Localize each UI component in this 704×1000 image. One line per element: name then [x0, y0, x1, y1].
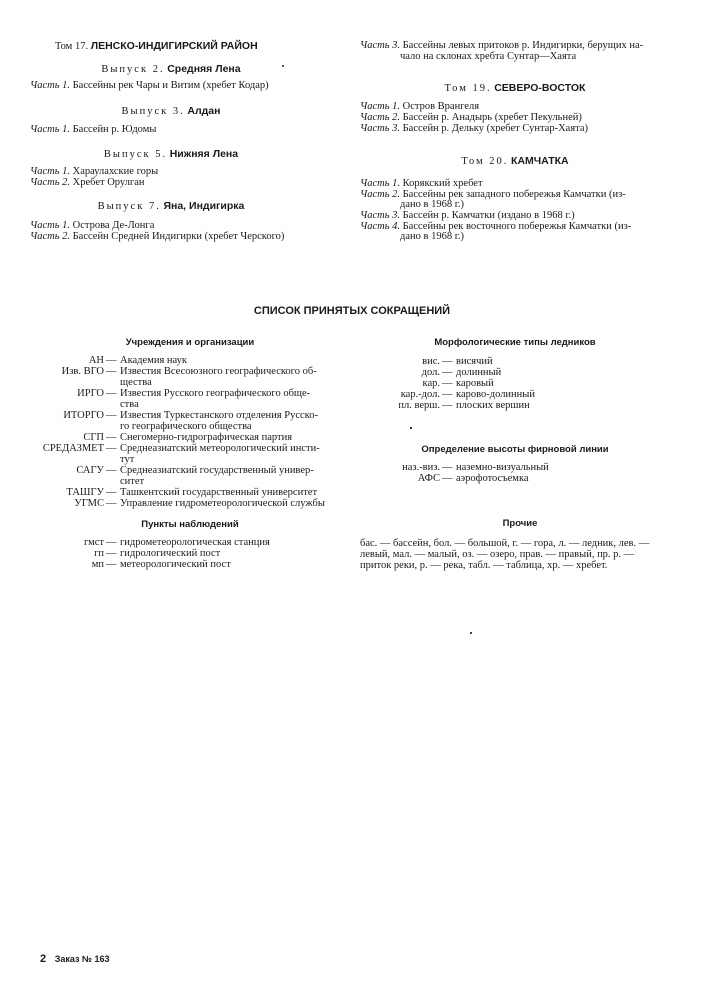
abbr-key: САГУ [76, 465, 104, 476]
abbr-value: Известия Русского географического обще- [120, 388, 311, 399]
abbr-value: плоских вершин [456, 400, 530, 411]
abbr-key: кар. [422, 378, 440, 389]
abbr-value: метеорологический пост [120, 559, 231, 570]
abbr-dash: — [106, 410, 117, 421]
abbr-value: Среднеазиатский метеорологический инсти- [120, 443, 320, 454]
abbr-value: Управление гидрометеорологической службы [120, 498, 325, 509]
vol17-prefix: Том 17. [55, 41, 89, 52]
list-item: Часть 4. Бассейны рек восточного побережья Камчатки (из- [360, 221, 632, 232]
abbr-dash: — [106, 487, 117, 498]
abbr-value: Известия Всесоюзного географического об- [120, 366, 317, 377]
morph-heading: Морфологические типы ледников [434, 337, 596, 348]
abbr-value: Среднеазиатский государственный универ- [120, 465, 314, 476]
issue-7-heading: Выпуск 7. Яна, Индигирка [97, 200, 245, 212]
list-item: Часть 1. Хараулахские горы [30, 166, 159, 177]
abbr-key: СРЕДАЗМЕТ [42, 443, 104, 454]
abbr-key: Изв. ВГО [61, 366, 104, 377]
other-line-1: бас. — бассейн, бол. — большой, г. — гора, л. — ледник, лев. — [360, 538, 650, 549]
abbr-value: наземно-визуальный [456, 462, 549, 473]
list-item: Часть 2. Бассейн Средней Индигирки (хребет Черского) [30, 231, 285, 242]
list-item: Часть 1. Острова Де-Лонга [30, 220, 155, 231]
abbr-value: карово-долинный [456, 389, 535, 400]
other-line-3: приток реки, р. — река, табл. — таблица, хр. — хребет. [360, 560, 608, 571]
abbr-dash: — [442, 389, 453, 400]
abbr-dash: — [106, 388, 117, 399]
list-item: Часть 2. Бассейн р. Анадырь (хребет Пекульней) [360, 112, 582, 123]
issue-3-heading: Выпуск 3. Алдан [121, 105, 221, 117]
list-item: Часть 3. Бассейн р. Дельку (хребет Сунтар-Хаята) [360, 123, 589, 134]
abbr-key: вис. [422, 356, 440, 367]
abbr-value: Известия Туркестанского отделения Русско- [120, 410, 318, 421]
vol17-title: ЛЕНСКО-ИНДИГИРСКИЙ РАЙОН [90, 40, 258, 52]
abbr-dash: — [106, 366, 117, 377]
abbr-key: гмст [83, 537, 104, 548]
abbr-dash: — [442, 367, 453, 378]
abbr-value-continuation: го географического общества [120, 421, 252, 432]
list-item: Часть 1. Бассейн р. Юдомы [30, 124, 157, 135]
institutions-heading: Учреждения и организации [125, 337, 255, 348]
abbr-value: каровый [456, 378, 494, 389]
abbr-key: пл. верш. [398, 400, 440, 411]
list-item-continuation: чало на склонах хребта Сунтар—Хаята [400, 51, 577, 62]
abbr-value-continuation: щества [120, 377, 152, 388]
list-item: Часть 3. Бассейны левых притоков р. Индигирки, берущих на- [360, 40, 644, 51]
page-number: 2 [40, 953, 47, 965]
print-speck [470, 632, 472, 634]
abbr-dash: — [442, 356, 453, 367]
abbr-key: ИТОРГО [63, 410, 104, 421]
abbr-key: АН [88, 355, 104, 366]
list-item: Часть 1. Остров Врангеля [360, 101, 480, 112]
issue-2-heading: Выпуск 2. Средняя Лена [101, 63, 241, 75]
vol19-heading: Том 19. СЕВЕРО-ВОСТОК [444, 82, 586, 94]
abbr-value: Академия наук [120, 355, 188, 366]
list-item-continuation: дано в 1968 г.) [400, 231, 464, 242]
abbr-value: долинный [456, 367, 502, 378]
order-number: Заказ № 163 [54, 954, 110, 964]
abbr-dash: — [106, 432, 117, 443]
abbr-dash: — [442, 400, 453, 411]
points-heading: Пункты наблюдений [141, 519, 239, 530]
abbr-value-continuation: ситет [120, 476, 145, 487]
firn-heading: Определение высоты фирновой линии [421, 444, 609, 455]
abbr-dash: — [442, 378, 453, 389]
vol20-heading: Том 20. КАМЧАТКА [461, 155, 569, 167]
abbr-value: висячий [456, 356, 493, 367]
abbr-value: Ташкентский государственный университет [120, 487, 318, 498]
abbr-key: ИРГО [77, 388, 104, 399]
abbr-dash: — [106, 355, 117, 366]
abbr-dash: — [442, 462, 453, 473]
abbr-key: СГП [83, 432, 104, 443]
vol17-heading [55, 40, 258, 53]
list-item: Часть 1. Бассейны рек Чары и Витим (хребет Кодар) [30, 80, 269, 91]
abbr-key: АФС [417, 473, 440, 484]
abbr-key: ТАШГУ [66, 487, 104, 498]
abbr-key: мп [91, 559, 104, 570]
abbr-dash: — [106, 498, 117, 509]
abbr-dash: — [106, 559, 117, 570]
abbr-dash: — [106, 537, 117, 548]
print-speck [410, 427, 412, 429]
abbr-value: Снегомерно-гидрографическая партия [120, 432, 293, 443]
list-item: Часть 1. Корякский хребет [360, 178, 483, 189]
abbr-dash: — [106, 443, 117, 454]
abbr-key: гп [94, 548, 104, 559]
other-heading: Прочие [502, 518, 538, 529]
list-item-continuation: дано в 1968 г.) [400, 199, 464, 210]
list-item: Часть 2. Хребет Орулган [30, 177, 145, 188]
list-item: Часть 3. Бассейн р. Камчатки (издано в 1968 г.) [360, 210, 575, 221]
abbr-dash: — [106, 548, 117, 559]
other-line-2: левый, мал. — малый, оз. — озеро, прав. — правый, пр. р. — [360, 549, 635, 560]
abbr-key: наз.-виз. [402, 462, 440, 473]
abbr-dash: — [106, 465, 117, 476]
abbr-value: аэрофотосъемка [456, 473, 529, 484]
abbr-value: гидрометеорологическая станция [120, 537, 270, 548]
print-speck [282, 65, 284, 67]
abbr-key: дол. [421, 367, 440, 378]
list-item: Часть 2. Бассейны рек западного побережья Камчатки (из- [360, 189, 626, 200]
abbr-key: УГМС [74, 498, 104, 509]
abbr-dash: — [442, 473, 453, 484]
abbreviations-title: СПИСОК ПРИНЯТЫХ СОКРАЩЕНИЙ [253, 305, 451, 317]
abbr-key: кар.-дол. [400, 389, 440, 400]
abbr-value-continuation: тут [120, 454, 135, 465]
abbr-value: гидрологический пост [120, 548, 221, 559]
page-footer [40, 953, 110, 966]
abbr-value-continuation: ства [120, 399, 139, 410]
issue-5-heading: Выпуск 5. Нижняя Лена [103, 148, 239, 160]
